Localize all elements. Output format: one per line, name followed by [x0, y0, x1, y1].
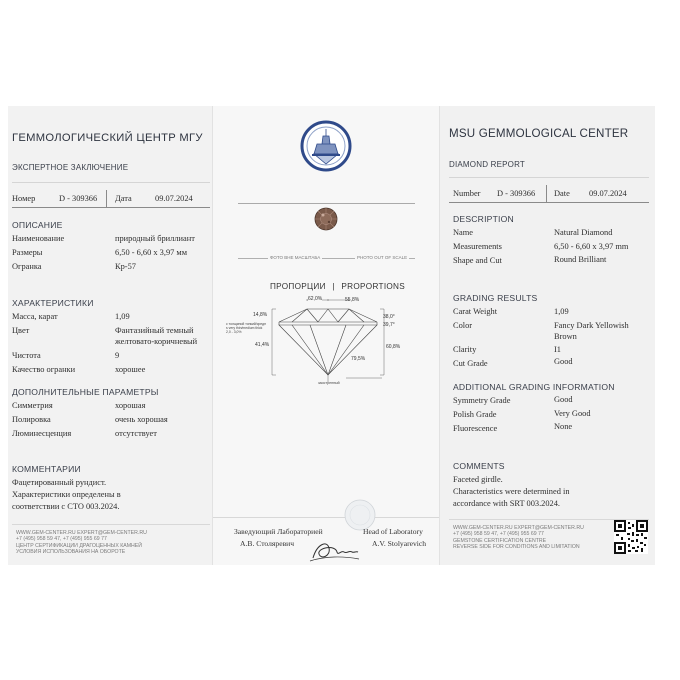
- qr-code-icon: [614, 520, 648, 554]
- add-value-2: отсутствует: [115, 429, 157, 438]
- add-label-2: Люминесценция: [12, 429, 72, 438]
- girdle-note: [226, 322, 266, 335]
- footer-en-line-2: GEMSTONE CERTIFICATION CENTRE: [453, 537, 547, 544]
- section-comments-ru: КОММЕНТАРИИ: [12, 464, 81, 474]
- footer-ru-line-1: +7 (495) 958 59 47, +7 (495) 955 69 77: [16, 536, 107, 543]
- culet-note: заостренный: [318, 381, 340, 385]
- grading-label-3: Clarity: [453, 345, 477, 354]
- footer-ru-line-2: ЦЕНТР СЕРТИФИКАЦИИ ДРАГОЦЕННЫХ КАМНЕЙ: [16, 542, 142, 549]
- char-value-4: хорошее: [115, 365, 146, 374]
- number-label: Номер: [12, 194, 36, 203]
- footer-ru: [16, 530, 147, 556]
- english-panel: [439, 106, 655, 565]
- total-depth: 60,8%: [386, 344, 401, 350]
- star-percent: 55,8%: [345, 297, 360, 303]
- certificate-document: [8, 106, 655, 565]
- footer-en-line-0: WWW.GEM-CENTER.RU EXPERT@GEM-CENTER.RU: [453, 525, 584, 531]
- desc-label-1: Размеры: [12, 248, 43, 257]
- footer-en-line-1: +7 (495) 958 59 47, +7 (495) 955 69 77: [453, 531, 544, 538]
- desc-value-en-2: Round Brilliant: [554, 255, 607, 264]
- desc-label-0: Наименование: [12, 234, 65, 243]
- crown-height: 14,8%: [253, 312, 268, 318]
- desc-label-2: Огранка: [12, 262, 42, 271]
- desc-value-en-1: 6,50 - 6,60 x 3,97 mm: [554, 242, 629, 251]
- footer-en-line-3: REVERSE SIDE FOR CONDITIONS AND LIMITATION: [453, 544, 580, 551]
- number-value-en: D - 309366: [497, 189, 536, 198]
- number-value: D - 309366: [59, 194, 98, 203]
- add-value-en-2: None: [554, 422, 573, 431]
- grading-value-0: 1,09: [554, 307, 569, 316]
- grading-value-2: Brown: [554, 332, 577, 341]
- add-label-0: Симметрия: [12, 401, 53, 410]
- pavilion-angle: 39,7°: [383, 322, 395, 328]
- desc-label-en-1: Measurements: [453, 242, 502, 251]
- proportions-ru: ПРОПОРЦИИ: [270, 282, 326, 291]
- grading-label-0: Carat Weight: [453, 307, 498, 316]
- russian-panel: [8, 106, 212, 565]
- head-title-en: Head of Laboratory: [363, 527, 423, 536]
- footer-ru-line-3: УСЛОВИЯ ИСПОЛЬЗОВАНИЯ НА ОБОРОТЕ: [16, 549, 126, 556]
- char-value-2: желтовато-коричневый: [115, 337, 198, 346]
- crown-angle: 38,0°: [383, 314, 395, 320]
- girdle-line-0: с толщиной тонкий/средн: [226, 322, 266, 326]
- char-label-3: Чистота: [12, 351, 41, 360]
- section-additional-en: ADDITIONAL GRADING INFORMATION: [453, 382, 615, 392]
- add-value-0: хорошая: [115, 401, 146, 410]
- desc-value-1: 6,50 - 6,60 x 3,97 мм: [115, 248, 188, 257]
- section-comments-en: COMMENTS: [453, 461, 505, 471]
- date-value: 09.07.2024: [155, 194, 193, 203]
- char-value-0: 1,09: [115, 312, 130, 321]
- grading-value-1: Fancy Dark Yellowish: [554, 321, 629, 330]
- signature-icon: [307, 536, 362, 564]
- photo-caption-ru: ФОТО ВНЕ МАСШТАБА: [270, 255, 321, 260]
- section-characteristics-ru: ХАРАКТЕРИСТИКИ: [12, 298, 94, 308]
- footer-ru-line-0: WWW.GEM-CENTER.RU EXPERT@GEM-CENTER.RU: [16, 530, 147, 536]
- photo-caption-en: PHOTO OUT OF SCALE: [357, 255, 408, 260]
- add-label-en-2: Fluorescence: [453, 424, 498, 433]
- date-label-en: Date: [554, 189, 570, 198]
- grading-label-1: Color: [453, 321, 473, 330]
- comment-line-2: соответствии с СТО 003.2024.: [12, 502, 120, 511]
- add-value-en-1: Very Good: [554, 409, 591, 418]
- section-additional-ru: ДОПОЛНИТЕЛЬНЫЕ ПАРАМЕТРЫ: [12, 387, 159, 397]
- head-name-en: A.V. Stolyarevich: [372, 539, 427, 548]
- section-description-ru: ОПИСАНИЕ: [12, 220, 63, 230]
- head-title-ru: Заведующий Лабораторией: [234, 527, 323, 536]
- pavilion-depth: 41,4%: [255, 342, 270, 348]
- desc-value-en-0: Natural Diamond: [554, 228, 613, 237]
- lower-half: 79,5%: [351, 356, 366, 362]
- section-description-en: DESCRIPTION: [453, 214, 514, 224]
- comment-en-line-0: Faceted girdle.: [453, 475, 503, 484]
- proportions-en: PROPORTIONS: [341, 282, 406, 291]
- comment-line-1: Характеристики определены в: [12, 490, 121, 499]
- date-value-en: 09.07.2024: [589, 189, 627, 198]
- comment-en-line-2: accordance with SRT 003.2024.: [453, 499, 561, 508]
- add-value-en-0: Good: [554, 395, 573, 404]
- add-label-1: Полировка: [12, 415, 51, 424]
- table-percent: 62,0%: [308, 296, 323, 302]
- proportions-sep: |: [332, 282, 335, 291]
- page-title-ru: ГЕММОЛОГИЧЕСКИЙ ЦЕНТР МГУ: [12, 132, 203, 144]
- grading-value-4: Good: [554, 357, 573, 366]
- diamond-photo: [314, 207, 338, 231]
- comment-en-line-1: Characteristics were determined in: [453, 487, 570, 496]
- girdle-line-2: 2,0 - 3,0%: [226, 330, 242, 335]
- desc-value-2: Кр-57: [115, 262, 136, 271]
- section-grading-en: GRADING RESULTS: [453, 293, 538, 303]
- add-label-en-0: Symmetry Grade: [453, 396, 511, 405]
- char-value-3: 9: [115, 351, 120, 360]
- char-label-1: Цвет: [12, 326, 30, 335]
- char-label-0: Масса, карат: [12, 312, 58, 321]
- desc-label-en-2: Shape and Cut: [453, 256, 502, 265]
- grading-value-3: I1: [554, 345, 561, 354]
- comment-line-0: Фацетированный рундист.: [12, 478, 107, 487]
- proportions-title: [270, 282, 405, 291]
- char-label-4: Качество огранки: [12, 365, 76, 374]
- add-value-1: очень хорошая: [115, 415, 168, 424]
- number-label-en: Number: [453, 189, 481, 198]
- footer-en: [453, 525, 584, 551]
- page-title-en: MSU GEMMOLOGICAL CENTER: [449, 127, 629, 140]
- char-value-1: Фантазийный темный: [115, 326, 194, 335]
- date-label: Дата: [115, 194, 132, 203]
- msu-emblem-icon: [300, 120, 352, 172]
- head-name-ru: А.В. Столяревич: [240, 539, 295, 548]
- grading-label-4: Cut Grade: [453, 359, 488, 368]
- middle-panel: [212, 106, 439, 565]
- subtitle-en: DIAMOND REPORT: [449, 160, 525, 169]
- desc-value-0: природный бриллиант: [115, 234, 195, 243]
- girdle-line-1: s very thin/medium thick: [226, 326, 263, 331]
- subtitle-ru: ЭКСПЕРТНОЕ ЗАКЛЮЧЕНИЕ: [12, 163, 129, 172]
- desc-label-en-0: Name: [453, 228, 473, 237]
- add-label-en-1: Polish Grade: [453, 410, 497, 419]
